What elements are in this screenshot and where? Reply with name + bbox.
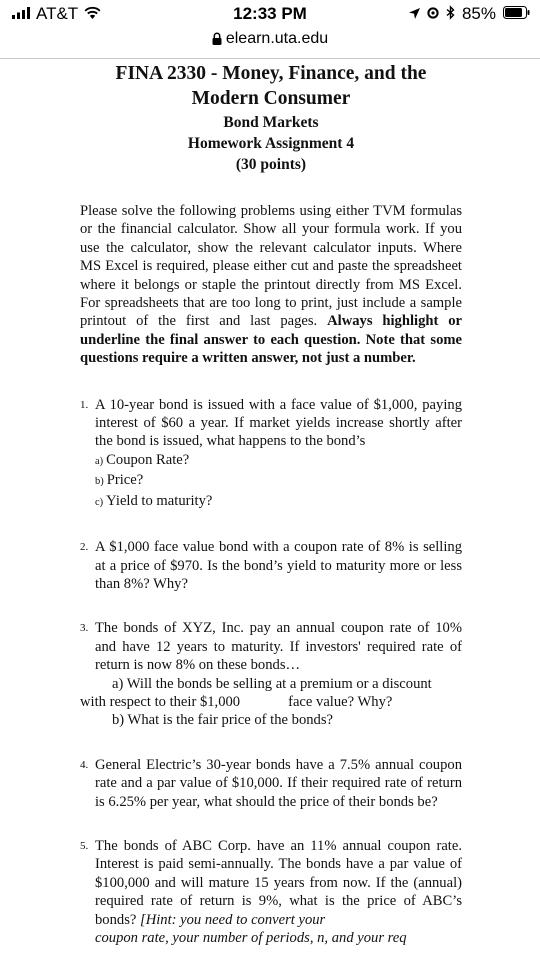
question-text: General Electric’s 30-year bonds have a 7.5% annual coupon rate and a par value of $10,000. If their required rate of return is 6.25% per year, what should the price of their bonds be? xyxy=(95,756,462,810)
doc-subtitle-topic: Bond Markets xyxy=(223,114,319,131)
doc-title-line1: FINA 2330 - Money, Finance, and the xyxy=(115,63,427,84)
part-letter: b) xyxy=(95,476,104,488)
question-number: 1. xyxy=(80,398,89,411)
url-text: elearn.uta.edu xyxy=(225,30,329,47)
lock-icon xyxy=(212,32,222,50)
question-3 xyxy=(80,619,462,674)
question-text: A 10-year bond is issued with a face value of $1,000, paying interest of $60 a year. If market yields increase shortly after the bond is issued, what happens to the bond’s xyxy=(95,396,462,450)
location-arrow-icon xyxy=(409,4,420,24)
question-1 xyxy=(80,396,462,451)
part-letter: a) xyxy=(95,455,104,467)
part-letter: c) xyxy=(95,496,104,508)
question-number: 5. xyxy=(80,839,89,852)
question-2 xyxy=(80,538,462,593)
question-1-part-b xyxy=(80,471,462,491)
question-number: 2. xyxy=(80,541,89,554)
question-text: A $1,000 face value bond with a coupon rate of 8% is selling at a price of $970. Is the bond’s yield to maturity more or less than 8%? Why? xyxy=(95,539,462,592)
status-right xyxy=(409,4,530,24)
part-text: Price? xyxy=(106,472,144,489)
instructions-text: Please solve the following problems using either TVM formulas or the financial calculator. Show all your formula work. If you use the calculator, show the relevant calculator inputs. Where MS Excel is required, please either cut and paste the spreadsheet where it belongs or staple the printout directly from MS Excel. For spreadsheets that are too long to print, just include a sample printout of the first and last pages. xyxy=(80,203,462,330)
document-page xyxy=(80,62,462,946)
question-3-part-a-line1: a) Will the bonds be selling at a premium or a discount xyxy=(112,675,432,692)
question-3-part-a-line2 xyxy=(80,693,462,711)
instructions-emphasis: Always highlight or underline the final answer to each question. Note that some questions require a written answer, not just a number. xyxy=(80,313,462,367)
instructions-paragraph xyxy=(80,202,462,368)
part-a-text-start: with respect to their $1,000 xyxy=(80,693,241,710)
question-text: The bonds of ABC Corp. have an 11% annual coupon rate. Interest is paid semi-annually. The bonds have a par value of $100,000 and will mature 15 years from now. If the (annual) required rate of return is 9%, what is the price of ABC’s bonds? xyxy=(95,837,462,928)
question-5 xyxy=(80,837,462,929)
question-1-part-c xyxy=(80,492,462,512)
part-text: Coupon Rate? xyxy=(106,451,190,468)
clock: 12:33 PM xyxy=(233,4,307,23)
battery-icon xyxy=(503,4,530,24)
question-5-hint: [Hint: you need to convert your xyxy=(140,911,326,928)
question-3-part-b: b) What is the fair price of the bonds? xyxy=(112,712,333,729)
alarm-lock-icon xyxy=(427,4,439,24)
battery-fill xyxy=(505,8,522,17)
status-bar xyxy=(0,0,540,30)
doc-subtitle-assignment: Homework Assignment 4 xyxy=(187,135,355,152)
question-5-hint-continued: coupon rate, your number of periods, n, and your req xyxy=(95,930,407,946)
address-bar[interactable] xyxy=(0,30,540,54)
battery-percent: 85% xyxy=(461,4,496,23)
doc-subtitle-points: (30 points) xyxy=(235,156,307,173)
question-4 xyxy=(80,756,462,811)
carrier-label: AT&T xyxy=(36,4,79,23)
toolbar-divider xyxy=(0,58,540,59)
question-number: 4. xyxy=(80,758,89,771)
bluetooth-icon xyxy=(446,4,455,24)
question-number: 3. xyxy=(80,622,89,635)
question-1-part-a xyxy=(80,451,462,471)
part-text: Yield to maturity? xyxy=(106,492,213,509)
question-text: The bonds of XYZ, Inc. pay an annual coupon rate of 10% and have 12 years to maturity. If investors' required rate of return is now 8% on these bonds… xyxy=(95,620,462,674)
doc-title-line2: Modern Consumer xyxy=(191,87,351,109)
question-5-cut-off-line xyxy=(80,929,462,946)
part-a-text-end: face value? Why? xyxy=(288,693,393,710)
